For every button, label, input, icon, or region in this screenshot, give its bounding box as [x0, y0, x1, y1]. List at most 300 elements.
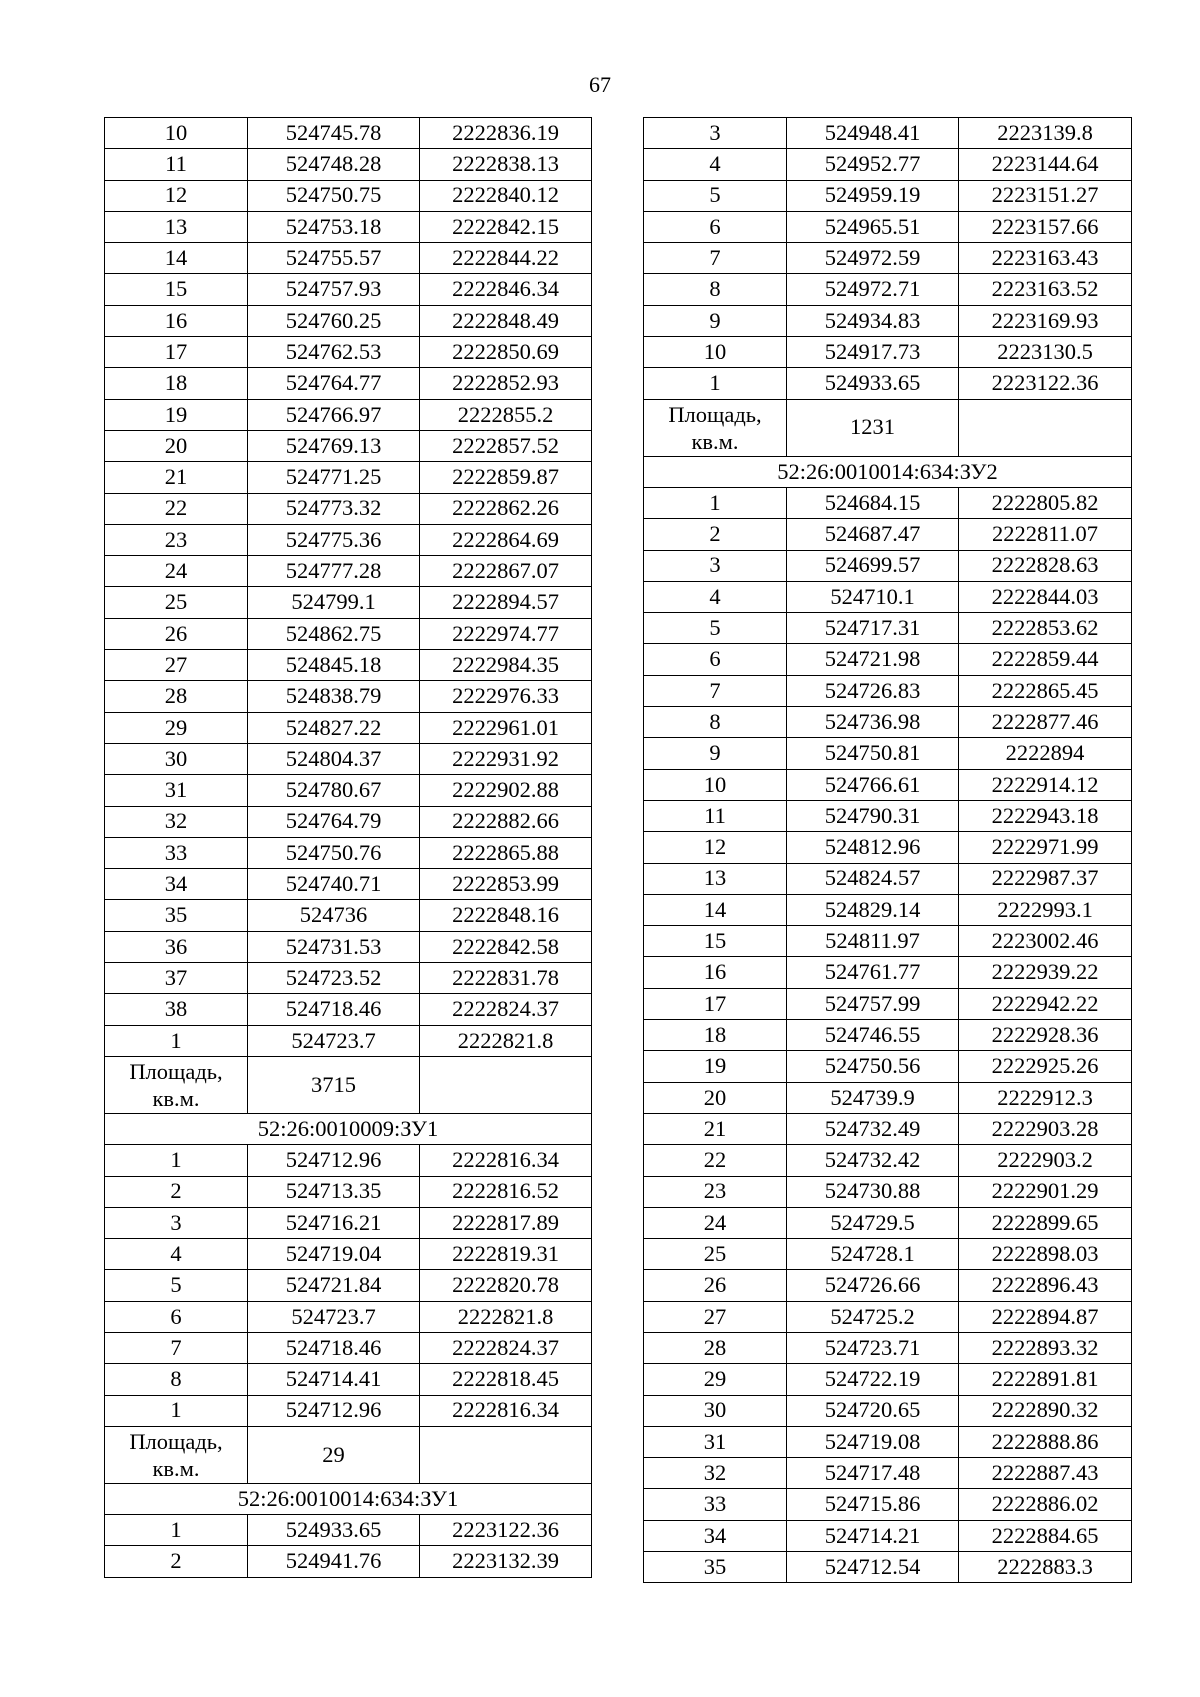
- y-coordinate-cell: 2223139.8: [959, 118, 1132, 149]
- point-number-cell: 10: [644, 769, 787, 800]
- table-row: [644, 1113, 1132, 1144]
- point-number-cell: 2: [644, 519, 787, 550]
- x-coordinate-cell: 524827.22: [248, 712, 420, 743]
- y-coordinate-cell: 2222831.78: [420, 963, 592, 994]
- x-coordinate-cell: 524726.66: [787, 1270, 959, 1301]
- area-empty-cell: [420, 1426, 592, 1483]
- table-row: [105, 1395, 592, 1426]
- point-number-cell: 13: [105, 211, 248, 242]
- y-coordinate-cell: 2222853.99: [420, 869, 592, 900]
- y-coordinate-cell: 2222848.16: [420, 900, 592, 931]
- x-coordinate-cell: 524736: [248, 900, 420, 931]
- y-coordinate-cell: 2222925.26: [959, 1051, 1132, 1082]
- point-number-cell: 13: [644, 863, 787, 894]
- y-coordinate-cell: 2222865.45: [959, 675, 1132, 706]
- point-number-cell: 7: [105, 1332, 248, 1363]
- point-number-cell: 1: [105, 1025, 248, 1056]
- table-row: [644, 1020, 1132, 1051]
- point-number-cell: 2: [105, 1546, 248, 1577]
- y-coordinate-cell: 2223144.64: [959, 149, 1132, 180]
- y-coordinate-cell: 2222894: [959, 738, 1132, 769]
- y-coordinate-cell: 2223151.27: [959, 180, 1132, 211]
- y-coordinate-cell: 2222899.65: [959, 1207, 1132, 1238]
- y-coordinate-cell: 2222821.8: [420, 1025, 592, 1056]
- y-coordinate-cell: 2222852.93: [420, 368, 592, 399]
- table-row: [105, 712, 592, 743]
- table-row: [105, 963, 592, 994]
- y-coordinate-cell: 2222891.81: [959, 1364, 1132, 1395]
- x-coordinate-cell: 524718.46: [248, 994, 420, 1025]
- cadastral-number-cell: 52:26:0010009:ЗУ1: [105, 1113, 592, 1144]
- y-coordinate-cell: 2222865.88: [420, 837, 592, 868]
- y-coordinate-cell: 2222884.65: [959, 1520, 1132, 1551]
- area-row: [105, 1426, 592, 1483]
- area-empty-cell: [420, 1056, 592, 1113]
- x-coordinate-cell: 524775.36: [248, 524, 420, 555]
- point-number-cell: 19: [644, 1051, 787, 1082]
- y-coordinate-cell: 2222896.43: [959, 1270, 1132, 1301]
- x-coordinate-cell: 524719.08: [787, 1426, 959, 1457]
- table-row: [644, 1082, 1132, 1113]
- y-coordinate-cell: 2222838.13: [420, 149, 592, 180]
- point-number-cell: 16: [644, 957, 787, 988]
- x-coordinate-cell: 524723.7: [248, 1025, 420, 1056]
- y-coordinate-cell: 2222883.3: [959, 1552, 1132, 1583]
- point-number-cell: 1: [105, 1145, 248, 1176]
- y-coordinate-cell: 2222859.44: [959, 644, 1132, 675]
- table-row: [644, 487, 1132, 518]
- y-coordinate-cell: 2222821.8: [420, 1301, 592, 1332]
- table-row: [644, 1207, 1132, 1238]
- table-row: [644, 550, 1132, 581]
- x-coordinate-cell: 524762.53: [248, 337, 420, 368]
- x-coordinate-cell: 524761.77: [787, 957, 959, 988]
- x-coordinate-cell: 524719.04: [248, 1239, 420, 1270]
- y-coordinate-cell: 2223122.36: [420, 1515, 592, 1546]
- cadastral-number-cell: 52:26:0010014:634:ЗУ2: [644, 456, 1132, 487]
- point-number-cell: 1: [105, 1395, 248, 1426]
- point-number-cell: 4: [644, 149, 787, 180]
- table-row: [644, 1458, 1132, 1489]
- y-coordinate-cell: 2222903.28: [959, 1113, 1132, 1144]
- x-coordinate-cell: 524712.54: [787, 1552, 959, 1583]
- x-coordinate-cell: 524725.2: [787, 1301, 959, 1332]
- point-number-cell: 18: [105, 368, 248, 399]
- y-coordinate-cell: 2222842.15: [420, 211, 592, 242]
- y-coordinate-cell: 2222888.86: [959, 1426, 1132, 1457]
- point-number-cell: 35: [644, 1552, 787, 1583]
- y-coordinate-cell: 2222859.87: [420, 462, 592, 493]
- x-coordinate-cell: 524838.79: [248, 681, 420, 712]
- y-coordinate-cell: 2222842.58: [420, 931, 592, 962]
- table-row: [644, 1489, 1132, 1520]
- table-row: [644, 1145, 1132, 1176]
- y-coordinate-cell: 2222942.22: [959, 988, 1132, 1019]
- point-number-cell: 31: [105, 775, 248, 806]
- x-coordinate-cell: 524717.31: [787, 613, 959, 644]
- x-coordinate-cell: 524710.1: [787, 581, 959, 612]
- point-number-cell: 24: [105, 556, 248, 587]
- y-coordinate-cell: 2222894.87: [959, 1301, 1132, 1332]
- x-coordinate-cell: 524933.65: [248, 1515, 420, 1546]
- point-number-cell: 14: [105, 243, 248, 274]
- table-row: [105, 211, 592, 242]
- y-coordinate-cell: 2222844.22: [420, 243, 592, 274]
- table-row: [105, 837, 592, 868]
- y-coordinate-cell: 2222993.1: [959, 894, 1132, 925]
- y-coordinate-cell: 2222811.07: [959, 519, 1132, 550]
- x-coordinate-cell: 524771.25: [248, 462, 420, 493]
- x-coordinate-cell: 524760.25: [248, 305, 420, 336]
- x-coordinate-cell: 524750.81: [787, 738, 959, 769]
- point-number-cell: 27: [105, 650, 248, 681]
- point-number-cell: 19: [105, 399, 248, 430]
- table-row: [105, 493, 592, 524]
- x-coordinate-cell: 524764.77: [248, 368, 420, 399]
- table-row: [105, 587, 592, 618]
- x-coordinate-cell: 524753.18: [248, 211, 420, 242]
- table-row: [105, 274, 592, 305]
- x-coordinate-cell: 524739.9: [787, 1082, 959, 1113]
- point-number-cell: 5: [644, 180, 787, 211]
- table-row: [644, 832, 1132, 863]
- y-coordinate-cell: 2222818.45: [420, 1364, 592, 1395]
- point-number-cell: 17: [105, 337, 248, 368]
- x-coordinate-cell: 524712.96: [248, 1395, 420, 1426]
- y-coordinate-cell: 2222817.89: [420, 1207, 592, 1238]
- point-number-cell: 7: [644, 243, 787, 274]
- y-coordinate-cell: 2222886.02: [959, 1489, 1132, 1520]
- table-row: [105, 931, 592, 962]
- x-coordinate-cell: 524684.15: [787, 487, 959, 518]
- table-row: [105, 368, 592, 399]
- table-row: [644, 581, 1132, 612]
- y-coordinate-cell: 2222961.01: [420, 712, 592, 743]
- point-number-cell: 35: [105, 900, 248, 931]
- x-coordinate-cell: 524764.79: [248, 806, 420, 837]
- y-coordinate-cell: 2222836.19: [420, 118, 592, 149]
- point-number-cell: 38: [105, 994, 248, 1025]
- x-coordinate-cell: 524722.19: [787, 1364, 959, 1395]
- y-coordinate-cell: 2222816.34: [420, 1145, 592, 1176]
- x-coordinate-cell: 524766.97: [248, 399, 420, 430]
- table-row: [644, 118, 1132, 149]
- point-number-cell: 12: [105, 180, 248, 211]
- table-row: [644, 337, 1132, 368]
- y-coordinate-cell: 2223163.43: [959, 243, 1132, 274]
- table-row: [105, 243, 592, 274]
- x-coordinate-cell: 524723.7: [248, 1301, 420, 1332]
- point-number-cell: 29: [644, 1364, 787, 1395]
- y-coordinate-cell: 2223002.46: [959, 926, 1132, 957]
- y-coordinate-cell: 2222898.03: [959, 1239, 1132, 1270]
- y-coordinate-cell: 2222864.69: [420, 524, 592, 555]
- x-coordinate-cell: 524773.32: [248, 493, 420, 524]
- table-row: [105, 1270, 592, 1301]
- table-row: [644, 957, 1132, 988]
- x-coordinate-cell: 524718.46: [248, 1332, 420, 1363]
- point-number-cell: 15: [644, 926, 787, 957]
- point-number-cell: 33: [105, 837, 248, 868]
- point-number-cell: 3: [644, 118, 787, 149]
- y-coordinate-cell: 2222857.52: [420, 430, 592, 461]
- table-row: [644, 274, 1132, 305]
- table-row: [644, 180, 1132, 211]
- point-number-cell: 17: [644, 988, 787, 1019]
- point-number-cell: 4: [644, 581, 787, 612]
- area-value-cell: 1231: [787, 399, 959, 456]
- point-number-cell: 1: [644, 487, 787, 518]
- table-row: [644, 1332, 1132, 1363]
- point-number-cell: 5: [105, 1270, 248, 1301]
- y-coordinate-cell: 2223163.52: [959, 274, 1132, 305]
- x-coordinate-cell: 524811.97: [787, 926, 959, 957]
- x-coordinate-cell: 524845.18: [248, 650, 420, 681]
- table-row: [644, 149, 1132, 180]
- table-row: [105, 775, 592, 806]
- table-row: [644, 1239, 1132, 1270]
- point-number-cell: 6: [644, 644, 787, 675]
- point-number-cell: 34: [105, 869, 248, 900]
- y-coordinate-cell: 2222971.99: [959, 832, 1132, 863]
- y-coordinate-cell: 2222848.49: [420, 305, 592, 336]
- y-coordinate-cell: 2222890.32: [959, 1395, 1132, 1426]
- x-coordinate-cell: 524750.76: [248, 837, 420, 868]
- table-row: [644, 800, 1132, 831]
- point-number-cell: 32: [105, 806, 248, 837]
- point-number-cell: 28: [644, 1332, 787, 1363]
- y-coordinate-cell: 2222902.88: [420, 775, 592, 806]
- area-empty-cell: [959, 399, 1132, 456]
- area-value-cell: 3715: [248, 1056, 420, 1113]
- point-number-cell: 20: [105, 430, 248, 461]
- y-coordinate-cell: 2223122.36: [959, 368, 1132, 399]
- table-row: [644, 894, 1132, 925]
- y-coordinate-cell: 2222914.12: [959, 769, 1132, 800]
- table-row: [105, 430, 592, 461]
- table-row: [644, 1270, 1132, 1301]
- area-row: [644, 399, 1132, 456]
- table-row: [105, 900, 592, 931]
- point-number-cell: 11: [644, 800, 787, 831]
- point-number-cell: 28: [105, 681, 248, 712]
- point-number-cell: 32: [644, 1458, 787, 1489]
- x-coordinate-cell: 524716.21: [248, 1207, 420, 1238]
- point-number-cell: 8: [644, 707, 787, 738]
- y-coordinate-cell: 2223169.93: [959, 305, 1132, 336]
- x-coordinate-cell: 524804.37: [248, 743, 420, 774]
- table-row: [644, 707, 1132, 738]
- x-coordinate-cell: 524790.31: [787, 800, 959, 831]
- table-row: [644, 519, 1132, 550]
- x-coordinate-cell: 524799.1: [248, 587, 420, 618]
- point-number-cell: 22: [644, 1145, 787, 1176]
- point-number-cell: 12: [644, 832, 787, 863]
- table-row: [105, 149, 592, 180]
- cadastral-number-cell: 52:26:0010014:634:ЗУ1: [105, 1483, 592, 1514]
- table-row: [644, 863, 1132, 894]
- table-row: [105, 556, 592, 587]
- table-row: [105, 681, 592, 712]
- table-row: [644, 1364, 1132, 1395]
- y-coordinate-cell: 2222903.2: [959, 1145, 1132, 1176]
- point-number-cell: 23: [644, 1176, 787, 1207]
- table-row: [105, 1025, 592, 1056]
- table-row: [105, 994, 592, 1025]
- point-number-cell: 11: [105, 149, 248, 180]
- point-number-cell: 14: [644, 894, 787, 925]
- x-coordinate-cell: 524721.98: [787, 644, 959, 675]
- y-coordinate-cell: 2222987.37: [959, 863, 1132, 894]
- x-coordinate-cell: 524965.51: [787, 211, 959, 242]
- table-row: [105, 524, 592, 555]
- x-coordinate-cell: 524862.75: [248, 618, 420, 649]
- x-coordinate-cell: 524717.48: [787, 1458, 959, 1489]
- point-number-cell: 7: [644, 675, 787, 706]
- x-coordinate-cell: 524757.93: [248, 274, 420, 305]
- table-row: [644, 644, 1132, 675]
- point-number-cell: 20: [644, 1082, 787, 1113]
- y-coordinate-cell: 2222855.2: [420, 399, 592, 430]
- y-coordinate-cell: 2222976.33: [420, 681, 592, 712]
- point-number-cell: 1: [644, 368, 787, 399]
- y-coordinate-cell: 2223157.66: [959, 211, 1132, 242]
- table-row: [644, 1395, 1132, 1426]
- y-coordinate-cell: 2222824.37: [420, 994, 592, 1025]
- x-coordinate-cell: 524715.86: [787, 1489, 959, 1520]
- point-number-cell: 1: [105, 1515, 248, 1546]
- table-row: [644, 211, 1132, 242]
- point-number-cell: 33: [644, 1489, 787, 1520]
- coordinates-table-left-body: [105, 118, 592, 1578]
- point-number-cell: 26: [105, 618, 248, 649]
- x-coordinate-cell: 524750.56: [787, 1051, 959, 1082]
- table-row: [105, 1145, 592, 1176]
- x-coordinate-cell: 524721.84: [248, 1270, 420, 1301]
- point-number-cell: 24: [644, 1207, 787, 1238]
- table-row: [105, 118, 592, 149]
- table-row: [105, 1301, 592, 1332]
- table-row: [105, 462, 592, 493]
- point-number-cell: 23: [105, 524, 248, 555]
- y-coordinate-cell: 2222877.46: [959, 707, 1132, 738]
- x-coordinate-cell: 524824.57: [787, 863, 959, 894]
- table-row: [644, 613, 1132, 644]
- y-coordinate-cell: 2222840.12: [420, 180, 592, 211]
- x-coordinate-cell: 524829.14: [787, 894, 959, 925]
- table-row: [644, 926, 1132, 957]
- y-coordinate-cell: 2222850.69: [420, 337, 592, 368]
- point-number-cell: 9: [644, 738, 787, 769]
- point-number-cell: 3: [105, 1207, 248, 1238]
- x-coordinate-cell: 524766.61: [787, 769, 959, 800]
- x-coordinate-cell: 524740.71: [248, 869, 420, 900]
- x-coordinate-cell: 524714.21: [787, 1520, 959, 1551]
- table-row: [105, 1364, 592, 1395]
- x-coordinate-cell: 524755.57: [248, 243, 420, 274]
- x-coordinate-cell: 524712.96: [248, 1145, 420, 1176]
- y-coordinate-cell: 2222846.34: [420, 274, 592, 305]
- page-number: 67: [589, 72, 611, 97]
- table-row: [105, 180, 592, 211]
- point-number-cell: 5: [644, 613, 787, 644]
- section-header-row: [644, 456, 1132, 487]
- x-coordinate-cell: 524730.88: [787, 1176, 959, 1207]
- table-row: [644, 1426, 1132, 1457]
- x-coordinate-cell: 524952.77: [787, 149, 959, 180]
- coordinates-table-right-body: [644, 118, 1132, 1583]
- x-coordinate-cell: 524745.78: [248, 118, 420, 149]
- point-number-cell: 9: [644, 305, 787, 336]
- point-number-cell: 22: [105, 493, 248, 524]
- x-coordinate-cell: 524750.75: [248, 180, 420, 211]
- y-coordinate-cell: 2222901.29: [959, 1176, 1132, 1207]
- table-row: [644, 988, 1132, 1019]
- table-row: [644, 1301, 1132, 1332]
- y-coordinate-cell: 2222943.18: [959, 800, 1132, 831]
- x-coordinate-cell: 524736.98: [787, 707, 959, 738]
- y-coordinate-cell: 2223132.39: [420, 1546, 592, 1577]
- x-coordinate-cell: 524748.28: [248, 149, 420, 180]
- area-row: [105, 1056, 592, 1113]
- point-number-cell: 37: [105, 963, 248, 994]
- x-coordinate-cell: 524720.65: [787, 1395, 959, 1426]
- y-coordinate-cell: 2222912.3: [959, 1082, 1132, 1113]
- y-coordinate-cell: 2222939.22: [959, 957, 1132, 988]
- table-row: [105, 1515, 592, 1546]
- x-coordinate-cell: 524728.1: [787, 1239, 959, 1270]
- point-number-cell: 6: [644, 211, 787, 242]
- x-coordinate-cell: 524933.65: [787, 368, 959, 399]
- x-coordinate-cell: 524746.55: [787, 1020, 959, 1051]
- y-coordinate-cell: 2222882.66: [420, 806, 592, 837]
- table-row: [105, 1176, 592, 1207]
- y-coordinate-cell: 2222816.34: [420, 1395, 592, 1426]
- table-row: [105, 743, 592, 774]
- point-number-cell: 4: [105, 1239, 248, 1270]
- point-number-cell: 25: [105, 587, 248, 618]
- table-row: [105, 869, 592, 900]
- table-row: [644, 738, 1132, 769]
- y-coordinate-cell: 2222867.07: [420, 556, 592, 587]
- x-coordinate-cell: 524713.35: [248, 1176, 420, 1207]
- x-coordinate-cell: 524732.42: [787, 1145, 959, 1176]
- point-number-cell: 18: [644, 1020, 787, 1051]
- point-number-cell: 21: [644, 1113, 787, 1144]
- y-coordinate-cell: 2222820.78: [420, 1270, 592, 1301]
- point-number-cell: 29: [105, 712, 248, 743]
- table-row: [105, 305, 592, 336]
- point-number-cell: 30: [105, 743, 248, 774]
- point-number-cell: 3: [644, 550, 787, 581]
- x-coordinate-cell: 524731.53: [248, 931, 420, 962]
- x-coordinate-cell: 524780.67: [248, 775, 420, 806]
- y-coordinate-cell: 2222887.43: [959, 1458, 1132, 1489]
- table-row: [105, 1239, 592, 1270]
- x-coordinate-cell: 524941.76: [248, 1546, 420, 1577]
- y-coordinate-cell: 2222931.92: [420, 743, 592, 774]
- table-row: [105, 618, 592, 649]
- table-row: [644, 769, 1132, 800]
- x-coordinate-cell: 524723.52: [248, 963, 420, 994]
- area-label-cell: Площадь, кв.м.: [644, 399, 787, 456]
- point-number-cell: 25: [644, 1239, 787, 1270]
- point-number-cell: 36: [105, 931, 248, 962]
- point-number-cell: 31: [644, 1426, 787, 1457]
- point-number-cell: 26: [644, 1270, 787, 1301]
- x-coordinate-cell: 524917.73: [787, 337, 959, 368]
- y-coordinate-cell: 2222828.63: [959, 550, 1132, 581]
